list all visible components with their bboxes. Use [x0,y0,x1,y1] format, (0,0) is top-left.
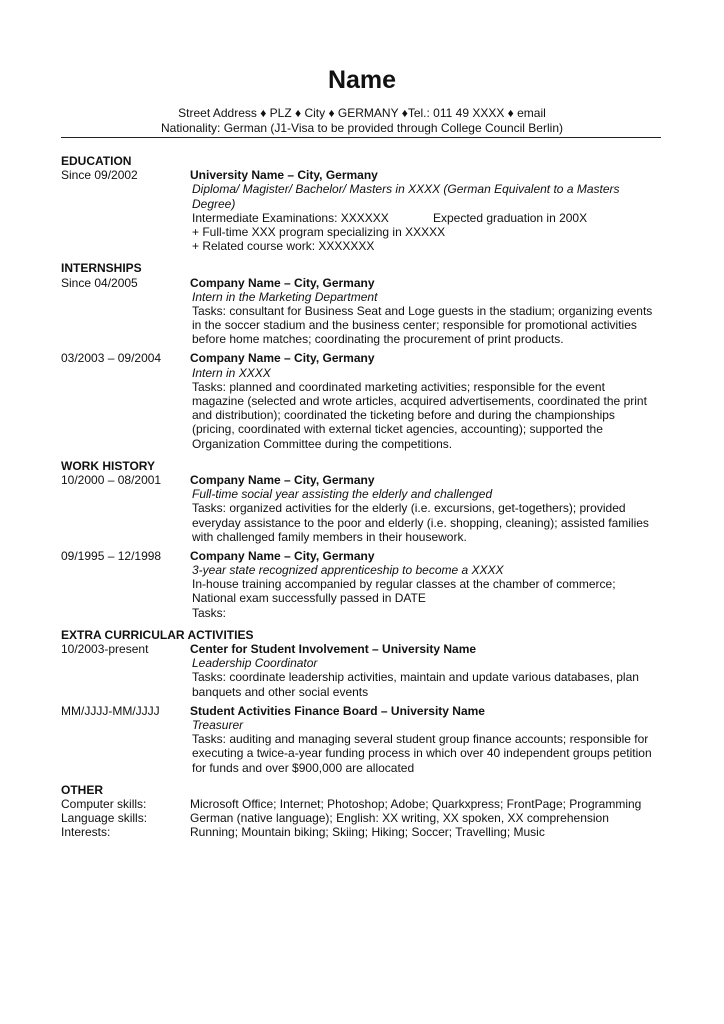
entry-text: Tasks: consultant for Business Seat and Loge guests in the stadium; organizing events [192,303,653,318]
entry-date: 10/2000 – 08/2001 [61,472,162,487]
resume-section-education [61,154,681,253]
resume-entry [61,642,681,699]
entry-description-line [190,516,681,530]
skill-row [61,797,681,811]
resume-section-internships [61,261,681,450]
entry-description-line [190,304,681,318]
entry-title: Company Name – City, Germany [190,472,375,487]
entry-text: for funds and over $900,000 are allocated [192,760,415,775]
resume-section-work-history [61,459,681,620]
entry-text: magazine (selected and wrote articles, acquired advertisements, coordinated the print [192,394,647,408]
entry-description-line [190,606,681,620]
entry-body [190,549,681,620]
skill-value: German (native language); English: XX writing, XX spoken, XX comprehension [190,811,609,826]
entry-title: Company Name – City, Germany [190,351,375,366]
entry-text: executing a twice-a-year funding process in which over 40 independent groups petition [192,746,652,761]
entry-description-line [190,746,681,760]
skill-label: Interests: [61,825,111,840]
resume-entry [61,276,681,347]
entry-date: 10/2003-present [61,642,149,656]
entry-description-line [190,670,681,684]
entry-description-line [190,761,681,775]
skill-row [61,811,681,825]
entry-text: Organization Committee during the competitions. [192,436,453,451]
entry-description-line [190,422,681,436]
skill-value: Running; Mountain biking; Skiing; Hiking; Soccer; Travelling; Music [190,825,545,840]
entry-text: (pricing, coordinated with external ticket agencies, accounting); supported the [192,422,603,437]
entry-title: Student Activities Finance Board – University Name [190,703,485,718]
entry-text: and distribution); coordinated the ticketing before and during the championships [192,408,615,423]
resume-section-other [61,783,681,840]
section-heading: OTHER [61,782,103,797]
section-heading: EDUCATION [61,154,132,168]
resume-body [61,154,681,839]
resume-entry [61,168,681,253]
section-heading: INTERNSHIPS [61,261,142,276]
entry-description-line [190,501,681,515]
entry-description-line [190,732,681,746]
entry-body [190,168,681,253]
entry-text: + Related course work: XXXXXXX [192,239,375,254]
entry-description-line [190,239,681,253]
section-heading: EXTRA CURRICULAR ACTIVITIES [61,627,254,642]
entry-title: Center for Student Involvement – University Name [190,642,477,656]
skill-label: Computer skills: [61,796,147,811]
resume-entry [61,351,681,450]
entry-title: Company Name – City, Germany [190,275,375,290]
resume-entry [61,473,681,544]
entry-description-line [190,318,681,332]
resume-entry [61,704,681,775]
resume-section-extra-curricular-activities [61,628,681,775]
entry-description-line [190,225,681,239]
entry-date: 03/2003 – 09/2004 [61,351,162,366]
entry-description-line [190,408,681,422]
entry-description-line [190,211,681,225]
entry-role: Intern in the Marketing Department [192,289,378,304]
skill-row [61,825,681,839]
entry-date: 09/1995 – 12/1998 [61,548,162,563]
entry-body [190,642,681,699]
entry-text: Tasks: coordinate leadership activities, maintain and update various databases, plan [192,670,639,685]
header-divider [61,137,661,138]
entry-description-line [190,591,681,605]
entry-text: Tasks: organized activities for the elderly (i.e. excursions, get-togethers); provided [192,501,626,516]
entry-text: In-house training accompanied by regular classes at the chamber of commerce; [192,577,616,592]
nationality-line: Nationality: German (J1-Visa to be provided through College Council Berlin) [161,121,563,135]
skill-value: Microsoft Office; Internet; Photoshop; Adobe; Quarkxpress; FrontPage; Programming [190,796,642,811]
entry-text: with challenged family members in their housework. [192,529,467,544]
skill-label: Language skills: [61,811,148,826]
entry-date: Since 04/2005 [61,275,138,290]
contact-line: Street Address ♦ PLZ ♦ City ♦ GERMANY ♦Tel.: 011 49 XXXX ♦ email [178,106,546,120]
entry-description-line [190,577,681,591]
entry-text: Tasks: planned and coordinated marketing activities; responsible for the event [192,379,605,394]
resume-name: Name [327,66,397,94]
entry-description-line [190,380,681,394]
resume-entry [61,549,681,620]
expected-graduation: Expected graduation in 200X [433,210,588,225]
entry-description-line [190,530,681,544]
entry-body [190,276,681,347]
entry-description-line [190,394,681,408]
entry-title: Company Name – City, Germany [190,548,375,563]
entry-text: Tasks: auditing and managing several student group finance accounts; responsible for [192,732,649,747]
entry-role: Full-time social year assisting the elderly and challenged [192,487,493,502]
entry-body [190,351,681,450]
entry-text: + Full-time XXX program specializing in XXXXX [192,224,446,239]
entry-text: everyday assistance to the poor and elderly (i.e. shopping, cleaning); assisted families [192,515,649,530]
entry-body [190,473,681,544]
entry-date: Since 09/2002 [61,168,138,183]
entry-body [190,704,681,775]
entry-text: in the soccer stadium and the business center; responsible for promotional activities [192,318,637,333]
entry-role: 3-year state recognized apprenticeship to become a XXXX [192,563,504,578]
entry-role: Intern in XXXX [192,365,271,380]
entry-description-line [190,685,681,699]
entry-description-line [190,332,681,346]
entry-text: Intermediate Examinations: XXXXXX [192,210,389,225]
entry-role: Leadership Coordinator [192,656,318,671]
entry-text: banquets and other social events [192,684,369,699]
section-heading: WORK HISTORY [61,458,156,473]
entry-text: before home matches; coordinating the procurement of print products. [192,332,564,347]
entry-role: Treasurer [192,717,244,732]
entry-text: National exam successfully passed in DATE [192,591,426,606]
entry-role: Degree) [192,196,236,211]
entry-text: Tasks: [192,605,227,620]
entry-description-line [190,437,681,451]
entry-role: Diploma/ Magister/ Bachelor/ Masters in XXXX (German Equivalent to a Masters [192,182,620,197]
entry-date: MM/JJJJ-MM/JJJJ [61,703,160,718]
entry-title: University Name – City, Germany [190,168,378,183]
